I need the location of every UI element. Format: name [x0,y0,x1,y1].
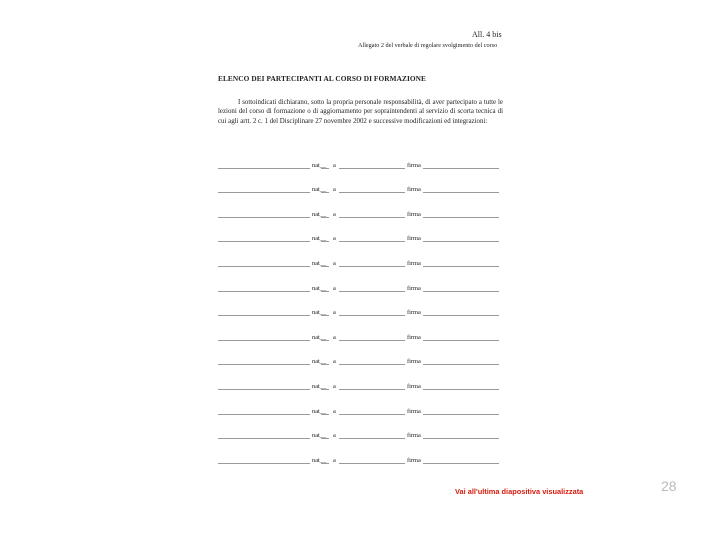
place-label: a [333,309,336,317]
born-label: nat__ [312,259,327,267]
signature-label: firma [407,407,421,415]
signature-label: firma [407,186,421,194]
born-blank [321,241,329,242]
place-line [339,266,405,267]
born-label: nat__ [312,382,327,390]
participant-row [218,175,500,200]
place-line [339,168,405,169]
place-line [339,217,405,218]
signature-line [423,266,499,267]
signature-label: firma [407,210,421,218]
place-label: a [333,382,336,390]
signature-label: firma [407,309,421,317]
attachment-label: All. 4 bis [472,30,502,39]
place-line [339,364,405,365]
participant-row [218,396,500,421]
name-line [218,192,310,193]
signature-line [423,168,499,169]
signature-line [423,438,499,439]
born-label: nat__ [312,432,327,440]
signature-line [423,414,499,415]
place-line [339,192,405,193]
place-label: a [333,210,336,218]
participant-row [218,199,500,224]
participant-row [218,273,500,298]
name-line [218,438,310,439]
name-line [218,364,310,365]
name-line [218,463,310,464]
name-line [218,241,310,242]
signature-label: firma [407,358,421,366]
signature-line [423,291,499,292]
name-line [218,291,310,292]
born-label: nat__ [312,186,327,194]
place-label: a [333,259,336,267]
signature-label: firma [407,284,421,292]
born-blank [321,463,329,464]
born-blank [321,315,329,316]
born-label: nat__ [312,235,327,243]
place-line [339,315,405,316]
intro-paragraph: I sottoindicati dichiarano, sotto la propria personale responsabilità, di aver partecipato a tutte le lezioni del corso di formazione o di aggiornamento per sopraintendenti al servizio di scorta tecnica di cui agli artt. 2 c. 1 del Disciplinare 27 novembre 2002 e successive modificazioni ed integrazioni: [218,99,503,125]
signature-line [423,217,499,218]
signature-line [423,340,499,341]
name-line [218,389,310,390]
participant-row [218,248,500,273]
place-label: a [333,186,336,194]
signature-line [423,463,499,464]
signature-label: firma [407,333,421,341]
participant-row [218,347,500,372]
born-blank [321,266,329,267]
born-blank [321,438,329,439]
place-line [339,438,405,439]
born-label: nat__ [312,333,327,341]
place-label: a [333,333,336,341]
place-line [339,414,405,415]
born-blank [321,340,329,341]
born-label: nat__ [312,456,327,464]
born-blank [321,192,329,193]
signature-line [423,389,499,390]
place-line [339,340,405,341]
participant-row [218,371,500,396]
participant-row [218,298,500,323]
born-blank [321,414,329,415]
born-label: nat__ [312,284,327,292]
place-label: a [333,284,336,292]
signature-line [423,241,499,242]
born-label: nat__ [312,309,327,317]
page-number: 28 [661,478,677,494]
document-title: ELENCO DEI PARTECIPANTI AL CORSO DI FORMAZIONE [218,74,427,83]
place-label: a [333,161,336,169]
place-line [339,463,405,464]
place-line [339,291,405,292]
participant-row [218,421,500,446]
signature-label: firma [407,161,421,169]
born-label: nat__ [312,161,327,169]
born-blank [321,364,329,365]
place-line [339,241,405,242]
name-line [218,315,310,316]
name-line [218,414,310,415]
born-blank [321,168,329,169]
name-line [218,168,310,169]
name-line [218,217,310,218]
signature-label: firma [407,456,421,464]
attachment-subtitle: Allegato 2 del verbale di regolare svolgimento del corso [358,42,498,49]
participant-row [218,445,500,470]
born-blank [321,389,329,390]
born-label: nat__ [312,407,327,415]
place-label: a [333,407,336,415]
last-viewed-slide-link[interactable]: Vai all'ultima diapositiva visualizzata [455,487,584,496]
signature-label: firma [407,259,421,267]
signature-line [423,364,499,365]
signature-line [423,315,499,316]
born-label: nat__ [312,358,327,366]
place-label: a [333,358,336,366]
name-line [218,340,310,341]
signature-label: firma [407,432,421,440]
place-label: a [333,235,336,243]
participant-row [218,224,500,249]
born-label: nat__ [312,210,327,218]
place-line [339,389,405,390]
place-label: a [333,432,336,440]
participant-row [218,322,500,347]
signature-label: firma [407,235,421,243]
participant-list [218,150,500,470]
born-blank [321,291,329,292]
name-line [218,266,310,267]
born-blank [321,217,329,218]
signature-label: firma [407,382,421,390]
participant-row [218,150,500,175]
signature-line [423,192,499,193]
place-label: a [333,456,336,464]
